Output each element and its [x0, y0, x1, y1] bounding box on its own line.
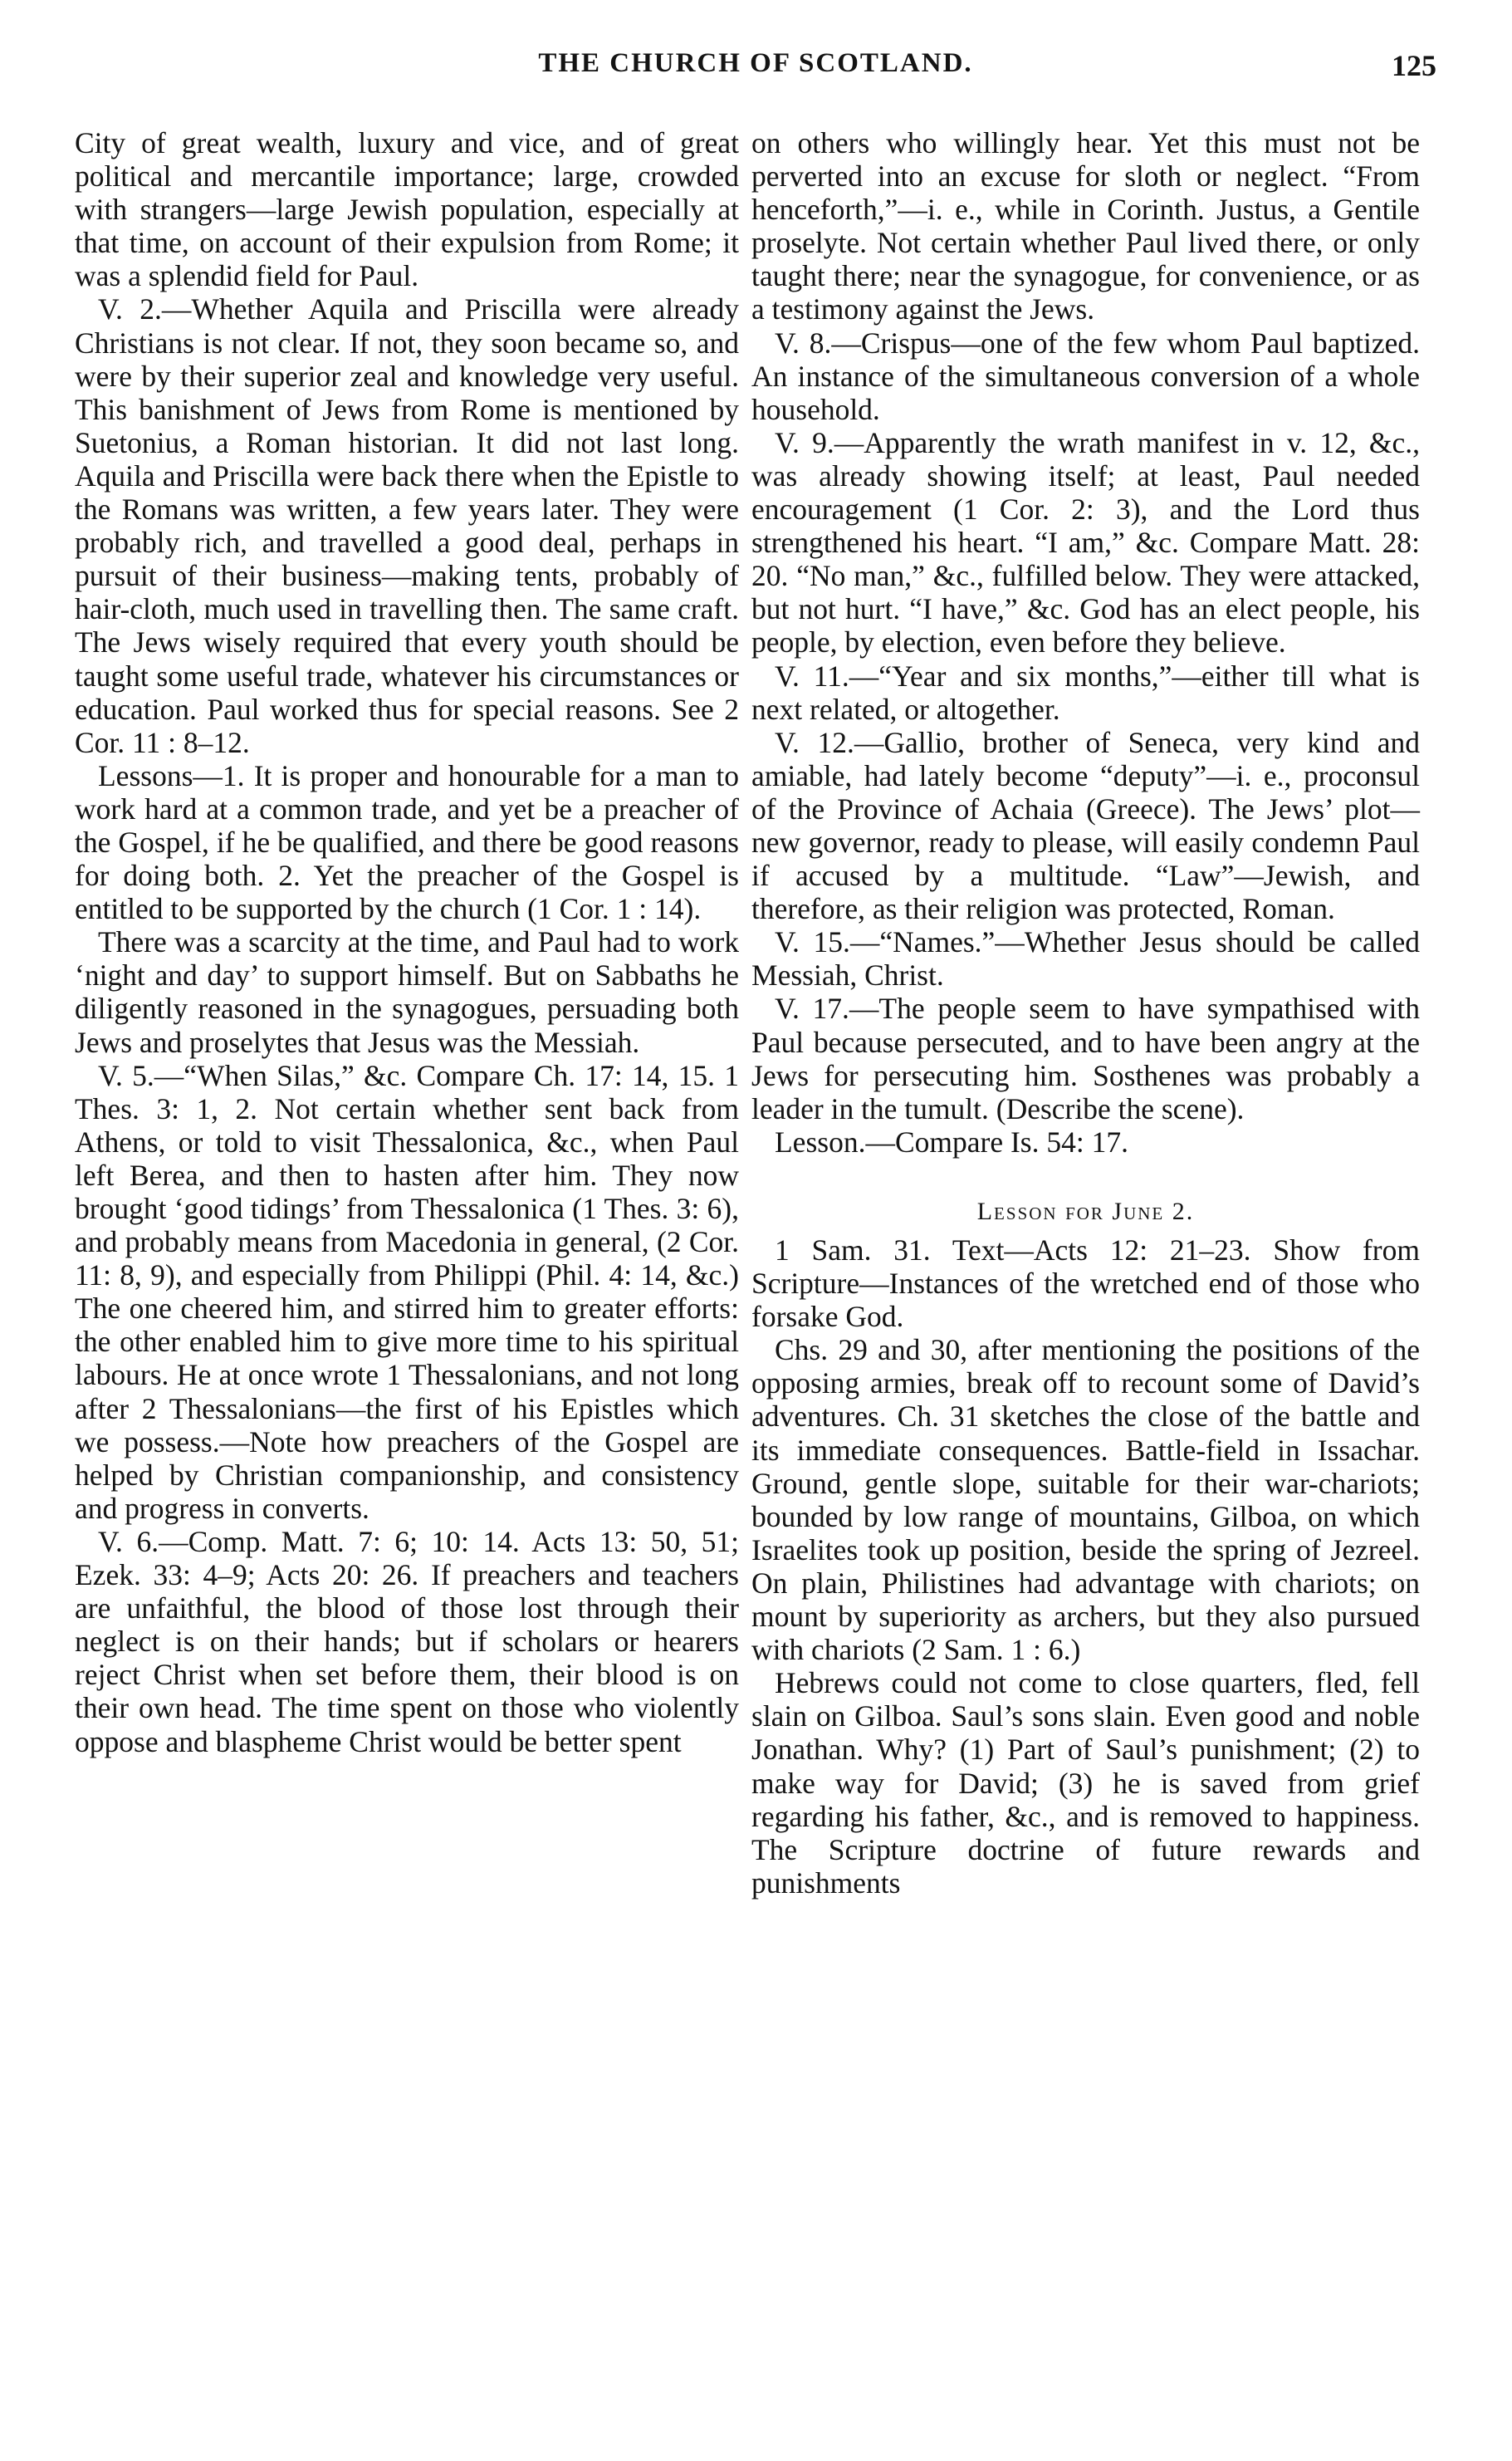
paragraph: on others who willingly hear. Yet this must not be perverted into an excuse for sloth or neglect. “From henceforth,”—i. e., while in Corinth. Justus, a Gentile proselyte. Not certain whether Paul lived there, or only taught there; near the synagogue, for convenience, or as a testimony against the Jews. — [751, 126, 1420, 326]
paragraph: 1 Sam. 31. Text—Acts 12: 21–23. Show from Scripture—Instances of the wretched end of those who forsake God. — [751, 1233, 1420, 1334]
lesson-heading: Lesson for June 2. — [976, 1197, 1195, 1225]
left-column — [75, 126, 739, 1758]
paragraph: Hebrews could not come to close quarters, fled, fell slain on Gilboa. Saul’s sons slain. Even good and noble Jonathan. Why? (1) Part of Saul’s punishment; (2) to make way for David; (3) he is saved from grief regarding his father, &c., and is removed to happiness. The Scripture doctrine of future rewards and punishments — [751, 1666, 1420, 1900]
paragraph: V. 9.—Apparently the wrath manifest in v. 12, &c., was already showing itself; at least, Paul needed encouragement (1 Cor. 2: 3), and the Lord thus strengthened his heart. “I am,” &c. Compare Matt. 28: 20. “No man,” &c., fulfilled below. They were attacked, but not hurt. “I have,” &c. God has an elect people, his people, by election, even before they believe. — [751, 425, 1420, 659]
paragraph: V. 8.—Crispus—one of the few whom Paul baptized. An instance of the simultaneous conversion of a whole household. — [751, 326, 1420, 426]
page-header — [75, 48, 1436, 95]
paragraph: V. 11.—“Year and six months,”—either till what is next related, or altogether. — [751, 659, 1420, 726]
paragraph: City of great wealth, luxury and vice, and of great political and mercantile importance; large, crowded with strangers—large Jewish population, especially at that time, on account of their expulsion from Rome; it was a splendid field for Paul. — [75, 126, 739, 293]
paragraph: V. 6.—Comp. Matt. 7: 6; 10: 14. Acts 13: 50, 51; Ezek. 33: 4–9; Acts 20: 26. If preachers and teachers are unfaithful, the blood of those lost through their neglect is on their hands; but if scholars or hearers reject Christ when set before them, their blood is on their own head. The time spent on those who violently oppose and blaspheme Christ would be better spent — [75, 1524, 739, 1758]
running-head: THE CHURCH OF SCOTLAND. — [538, 48, 973, 78]
paragraph: V. 5.—“When Silas,” &c. Compare Ch. 17: 14, 15. 1 Thes. 3: 1, 2. Not certain whether sent back from Athens, or told to visit Thessalonica, &c., when Paul left Berea, and then to hasten after him. They now brought ‘good tidings’ from Thessalonica (1 Thes. 3: 6), and probably means from Macedonia in general, (2 Cor. 11: 8, 9), and especially from Philippi (Phil. 4: 14, &c.) The one cheered him, and stirred him to greater efforts: the other enabled him to give more time to his spiritual labours. He at once wrote 1 Thessalonians, and not long after 2 Thessalonians—the first of his Epistles which we possess.—Note how preachers of the Gospel are helped by Christian companionship, and consistency and progress in converts. — [75, 1058, 739, 1525]
right-column — [751, 126, 1420, 1900]
paragraph: Lesson.—Compare Is. 54: 17. — [775, 1125, 1128, 1159]
page-number: 125 — [1392, 49, 1436, 82]
paragraph: V. 15.—“Names.”—Whether Jesus should be called Messiah, Christ. — [751, 925, 1420, 993]
paragraph: Lessons—1. It is proper and honourable for a man to work hard at a common trade, and yet be a preacher of the Gospel, if he be qualified, and there be good reasons for doing both. 2. Yet the preacher of the Gospel is entitled to be supported by the church (1 Cor. 1 : 14). — [75, 758, 739, 926]
paragraph: V. 2.—Whether Aquila and Priscilla were already Christians is not clear. If not, they soon became so, and were by their superior zeal and knowledge very useful. This banishment of Jews from Rome is mentioned by Suetonius, a Roman historian. It did not last long. Aquila and Priscilla were back there when the Epistle to the Romans was written, a few years later. They were probably rich, and travelled a good deal, perhaps in pursuit of their business—making tents, probably of hair-cloth, much used in travelling then. The same craft. The Jews wisely required that every youth should be taught some useful trade, whatever his circumstances or education. Paul worked thus for special reasons. See 2 Cor. 11 : 8–12. — [75, 292, 739, 759]
paragraph: Chs. 29 and 30, after mentioning the positions of the opposing armies, break off to recount some of David’s adventures. Ch. 31 sketches the close of the battle and its immediate consequences. Battle-field in Issachar. Ground, gentle slope, suitable for their war-chariots; bounded by low range of mountains, Gilboa, on which Israelites took up position, beside the spring of Jezreel. On plain, Philistines had advantage with chariots; on mount by superiority as archers, but they also pursued with chariots (2 Sam. 1 : 6.) — [751, 1333, 1420, 1667]
paragraph: V. 17.—The people seem to have sympathised with Paul because persecuted, and to have been angry at the Jews for persecuting him. Sosthenes was probably a leader in the tumult. (Describe the scene). — [751, 992, 1420, 1125]
paragraph: V. 12.—Gallio, brother of Seneca, very kind and amiable, had lately become “deputy”—i. e., proconsul of the Province of Achaia (Greece). The Jews’ plot—new governor, ready to please, will easily condemn Paul if accused by a multitude. “Law”—Jewish, and therefore, as their religion was protected, Roman. — [751, 725, 1420, 926]
paragraph: There was a scarcity at the time, and Paul had to work ‘night and day’ to support himself. But on Sabbaths he diligently reasoned in the synagogues, persuading both Jews and proselytes that Jesus was the Messiah. — [75, 925, 739, 1059]
